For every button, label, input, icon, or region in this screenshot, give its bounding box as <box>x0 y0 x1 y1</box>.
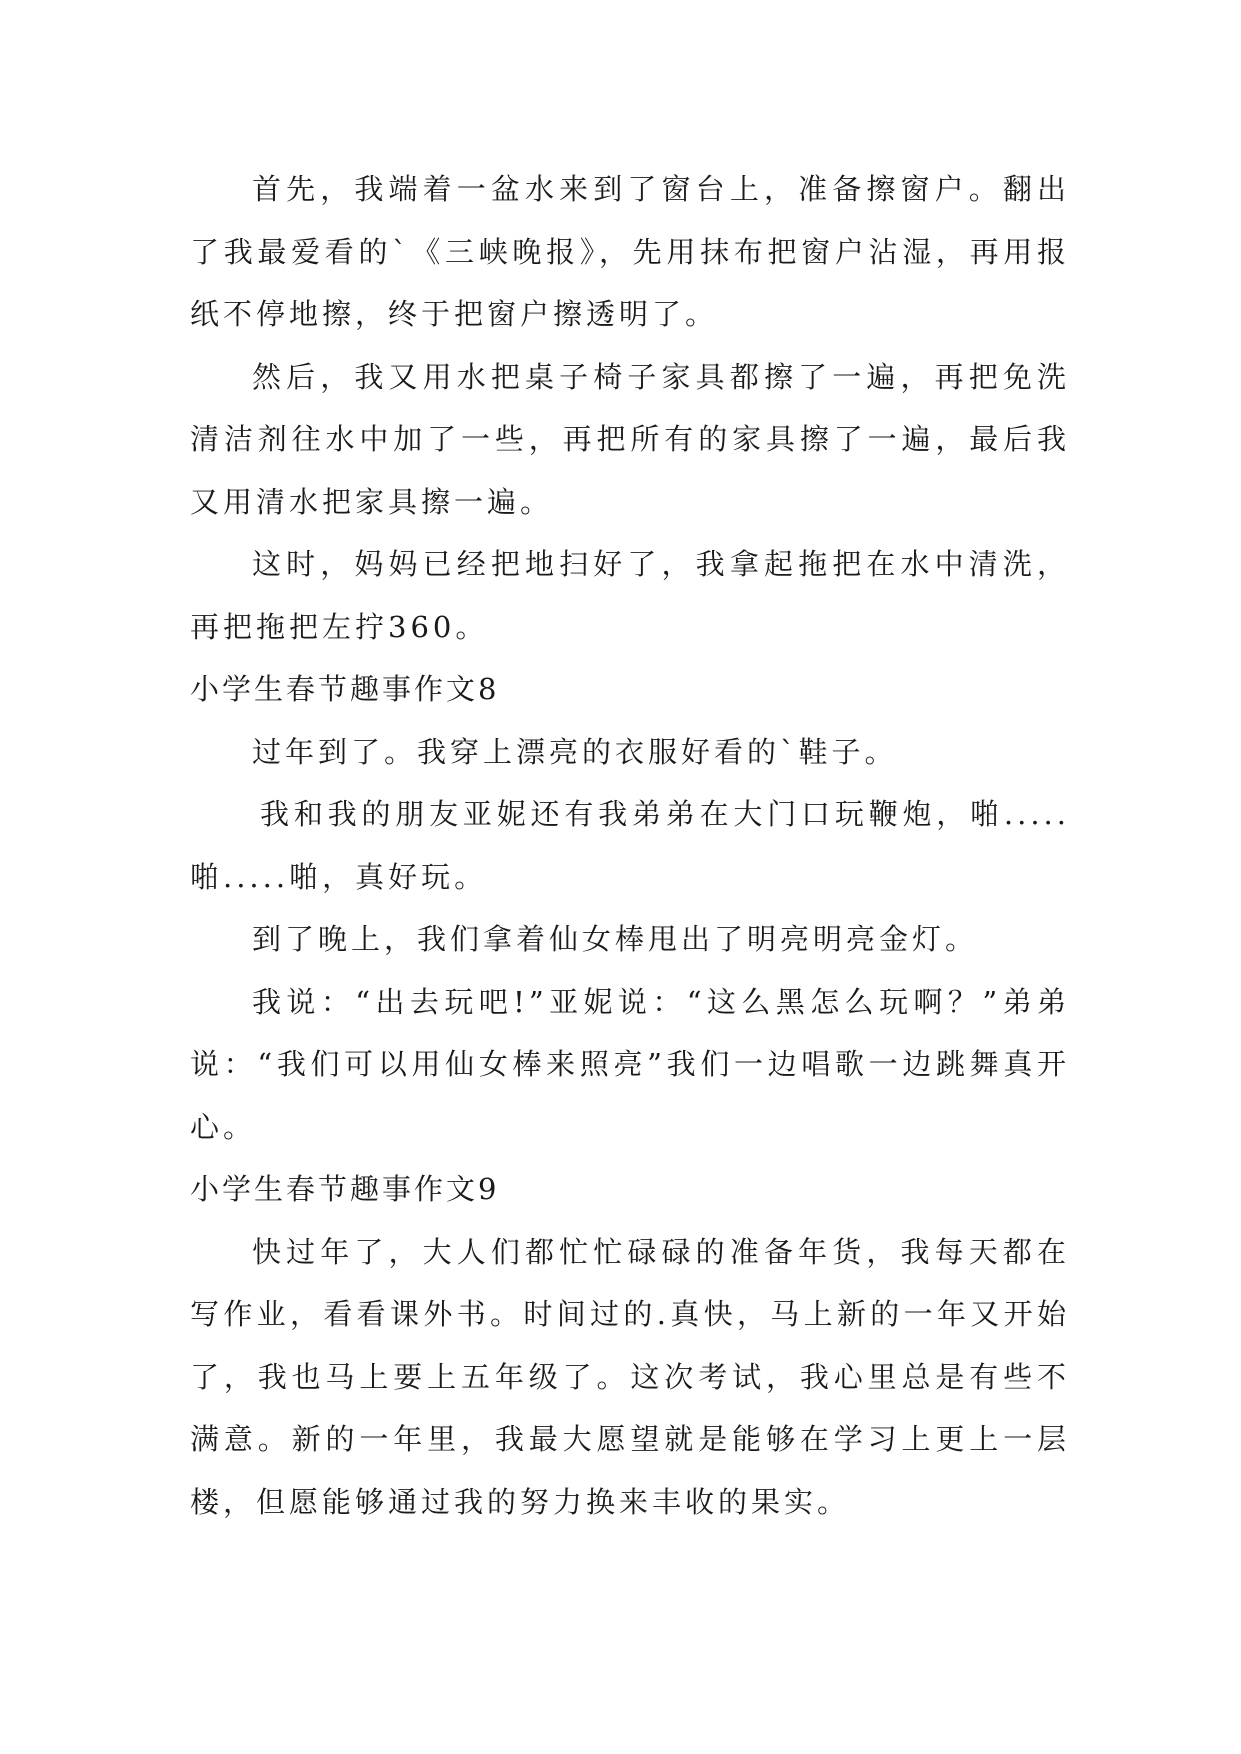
paragraph-mopping: 这时，妈妈已经把地扫好了，我拿起拖把在水中清洗，再把拖把左拧360。 <box>190 547 1070 644</box>
essay-title-8: 小学生春节趣事作文8 <box>190 672 500 706</box>
paragraph-window-cleaning: 首先，我端着一盆水来到了窗台上，准备擦窗户。翻出了我最爱看的`《三峡晚报》，先用抹布把窗户沾湿，再用报纸不停地擦，终于把窗户擦透明了。 <box>190 172 1070 331</box>
paragraph-dialogue: 我说：“出去玩吧!”亚妮说：“这么黑怎么玩啊？”弟弟说：“我们可以用仙女棒来照亮”我们一边唱歌一边跳舞真开心。 <box>190 984 1070 1144</box>
paragraph-sparklers: 到了晚上，我们拿着仙女棒甩出了明亮明亮金灯。 <box>252 922 979 956</box>
document-body <box>190 158 1070 1533</box>
paragraph-furniture-cleaning: 然后，我又用水把桌子椅子家具都擦了一遍，再把免洗清洁剂往水中加了一些，再把所有的家具擦了一遍，最后我又用清水把家具擦一遍。 <box>190 359 1070 519</box>
paragraph-firecrackers: 我和我的朋友亚妮还有我弟弟在大门口玩鞭炮，啪.....啪.....啪，真好玩。 <box>190 797 1070 894</box>
paragraph-new-year-arrives: 过年到了。我穿上漂亮的衣服好看的`鞋子。 <box>252 734 898 769</box>
essay-title-9: 小学生春节趣事作文9 <box>190 1172 500 1206</box>
paragraph-new-year-wishes: 快过年了，大人们都忙忙碌碌的准备年货，我每天都在写作业，看看课外书。时间过的.真快，马上新的一年又开始了，我也马上要上五年级了。这次考试，我心里总是有些不满意。新的一年里，我最大愿望就是能够在学习上更上一层楼，但愿能够通过我的努力换来丰收的果实。 <box>190 1234 1070 1519</box>
